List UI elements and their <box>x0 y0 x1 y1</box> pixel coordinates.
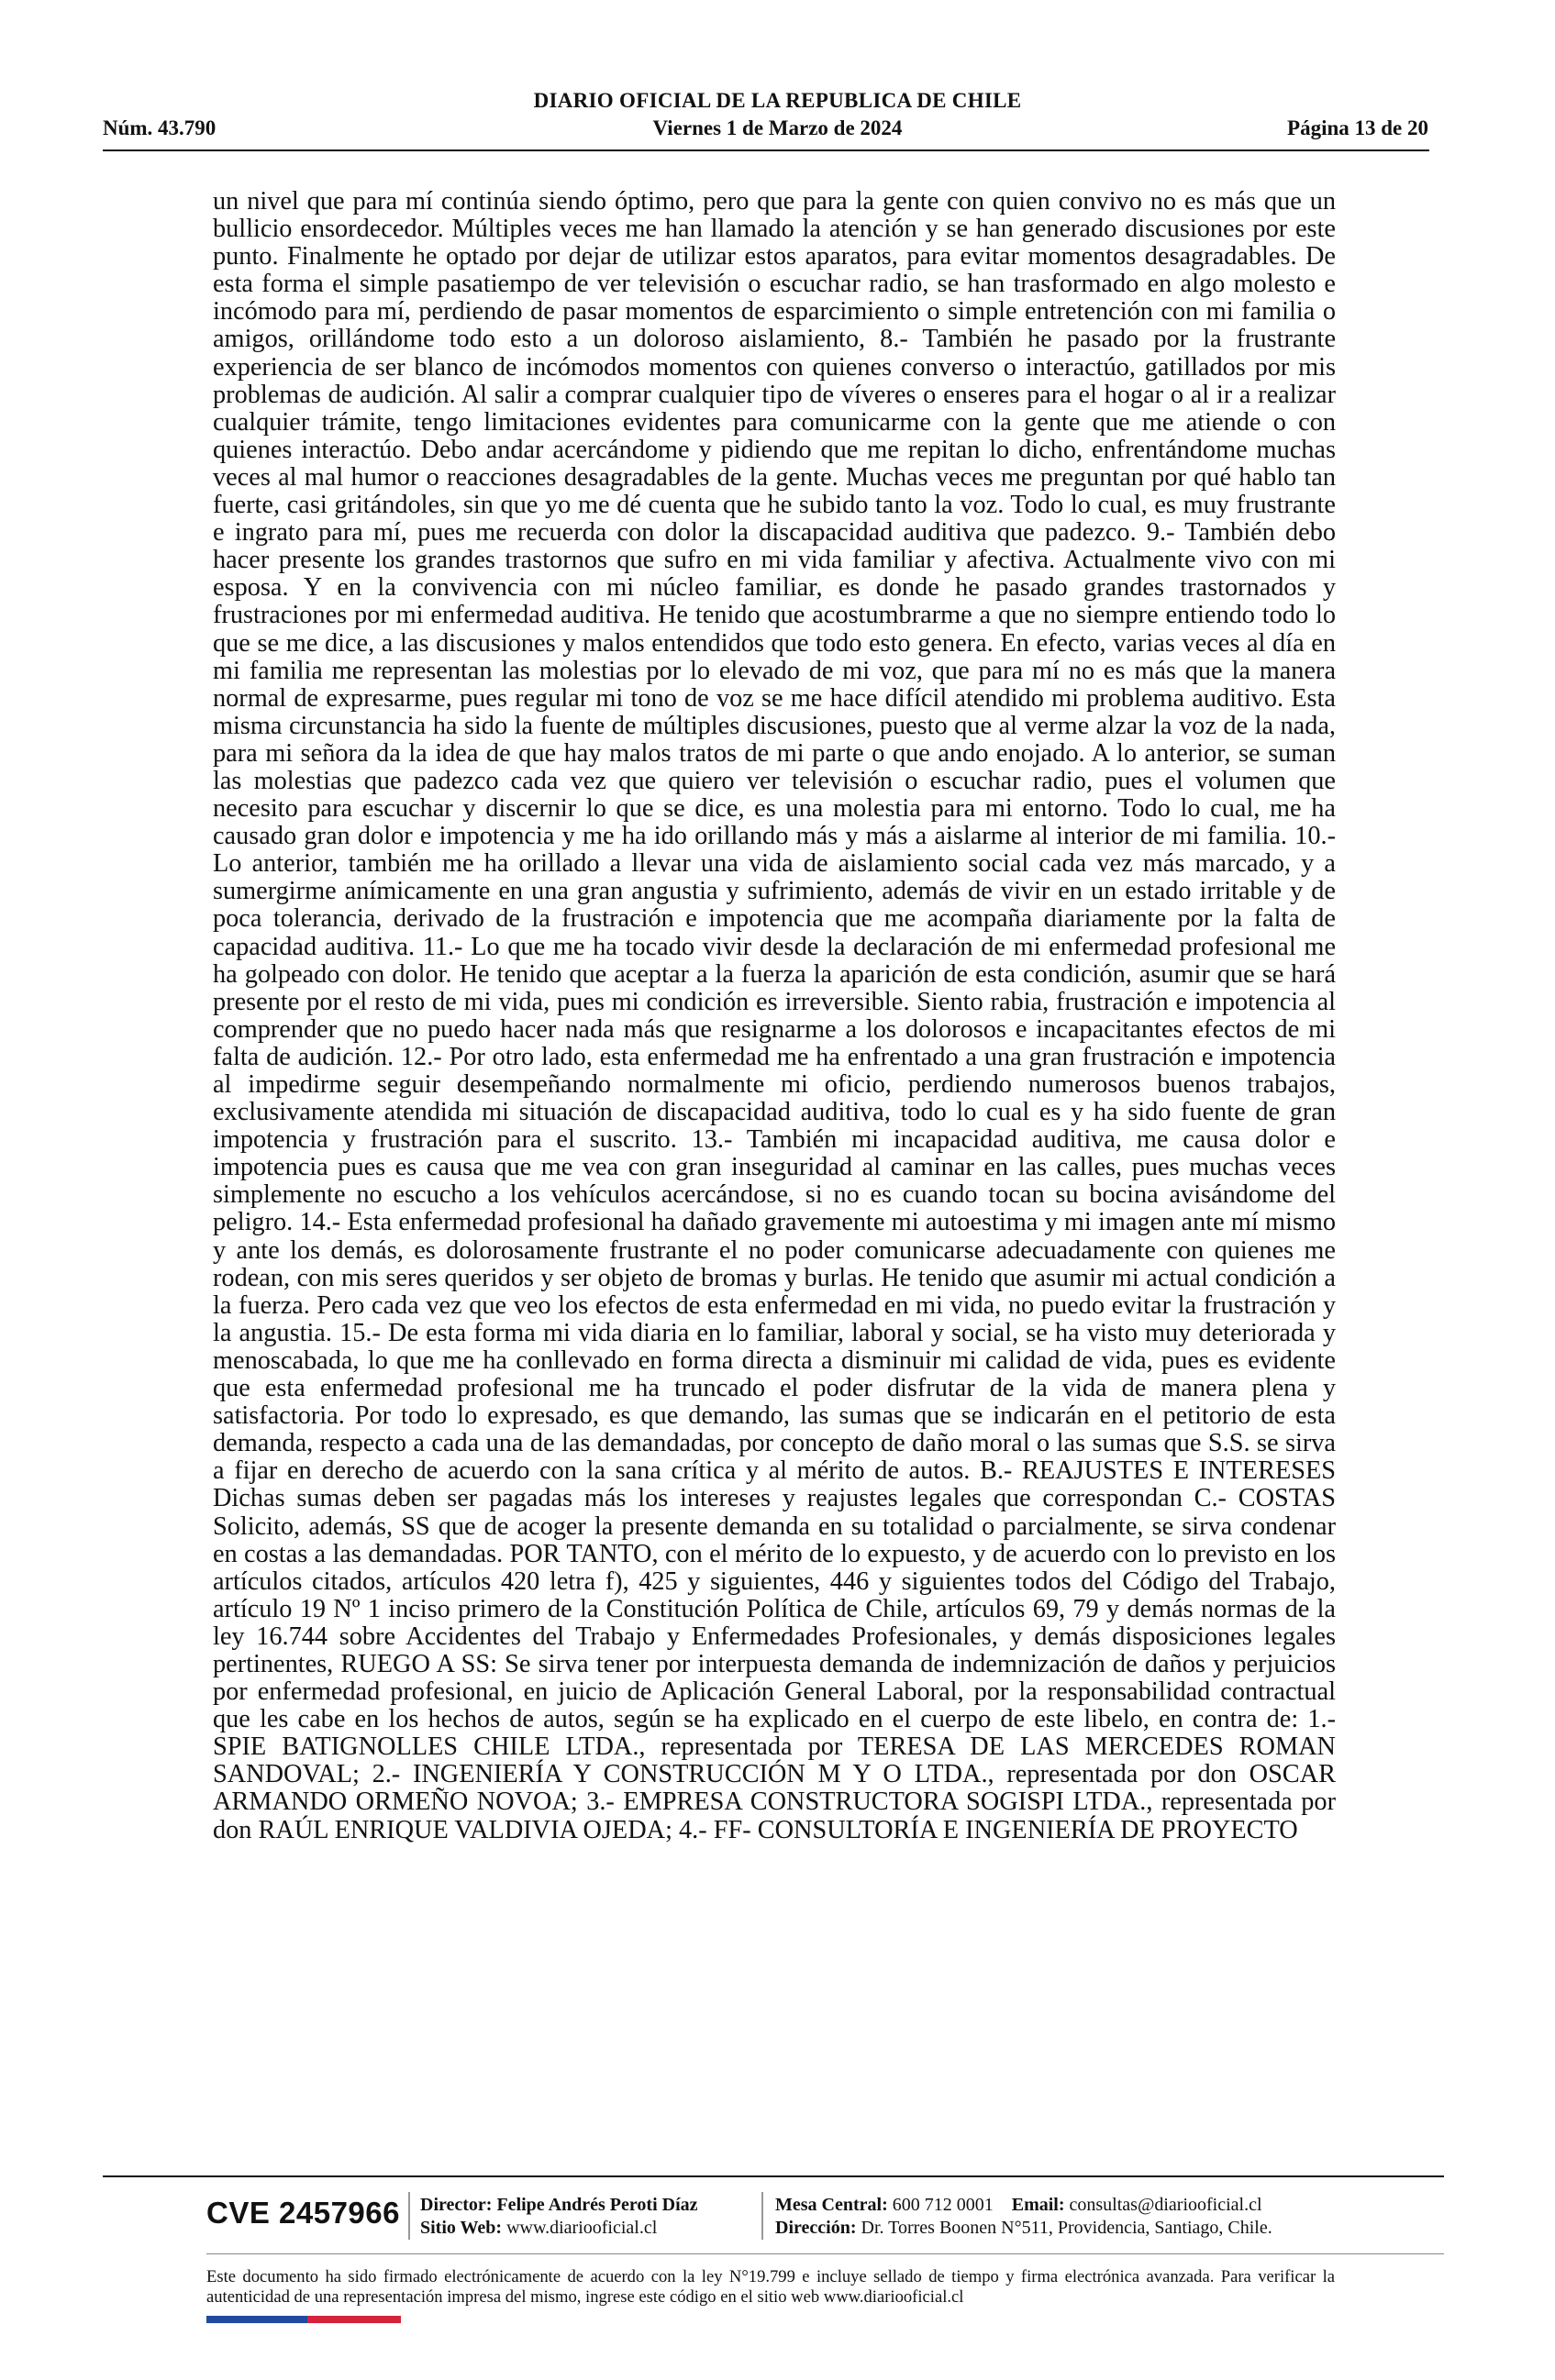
director-name: Felipe Andrés Peroti Díaz <box>496 2195 698 2215</box>
email-label: Email: <box>1011 2195 1065 2215</box>
footer-divider-thin <box>206 2253 1444 2254</box>
mesa-phone: 600 712 0001 <box>892 2195 994 2215</box>
mesa-label: Mesa Central: <box>775 2195 888 2215</box>
page-footer <box>0 2175 1555 2359</box>
flag-blue-segment <box>206 2316 307 2323</box>
cve-code: CVE 2457966 <box>206 2196 400 2230</box>
flag-stripe <box>206 2316 401 2323</box>
address-value: Dr. Torres Boonen N°511, Providencia, Santiago, Chile. <box>861 2218 1272 2238</box>
contact-block <box>775 2194 1272 2240</box>
site-link[interactable]: www.diariooficial.cl <box>506 2218 658 2238</box>
flag-red-segment <box>307 2316 401 2323</box>
header-divider <box>103 149 1429 151</box>
email-link[interactable]: consultas@diariooficial.cl <box>1069 2195 1262 2215</box>
address-label: Dirección: <box>775 2218 857 2238</box>
page-indicator: Página 13 de 20 <box>1287 116 1428 139</box>
page-header <box>0 87 1555 161</box>
publication-date: Viernes 1 de Marzo de 2024 <box>652 116 903 139</box>
publication-title: DIARIO OFICIAL DE LA REPUBLICA DE CHILE <box>533 89 1022 112</box>
director-label: Director: <box>420 2195 493 2215</box>
site-label: Sitio Web: <box>420 2218 503 2238</box>
footer-divider <box>103 2175 1444 2177</box>
document-body <box>213 188 1336 1844</box>
footer-separator <box>761 2192 763 2240</box>
legal-notice: Este documento ha sido firmado electrónicamente de acuerdo con la ley N°19.799 e incluye sellado de tiempo y firma electrónica avanzada. Para verificar la autenticidad de una representación impresa del mismo, ingrese este código en el sitio web www.diariooficial.cl <box>206 2267 1335 2307</box>
director-block <box>420 2194 698 2240</box>
body-paragraph: un nivel que para mí continúa siendo óptimo, pero que para la gente con quien convivo no es más que un bullicio ensordecedor. Múltiples veces me han llamado la atención y se han generado discusiones por este punto. Finalmente he optado por dejar de utilizar estos aparatos, para evitar momentos desagradables. De esta forma el simple pasatiempo de ver televisión o escuchar radio, se han trasformado en algo molesto e incómodo para mí, perdiendo de pasar momentos de esparcimiento o simple entretención con mi familia o amigos, orillándome todo esto a un doloroso aislamiento, 8.- También he pasado por la frustrante experiencia de ser blanco de incómodos momentos con quienes converso o interactúo, gatillados por mis problemas de audición. Al salir a comprar cualquier tipo de víveres o enseres para el hogar o al ir a realizar cualquier trámite, tengo limitaciones evidentes para comunicarme con la gente que me atiende o con quienes interactúo. Debo andar acercándome y pidiendo que me repitan lo dicho, enfrentándome muchas veces al mal humor o reacciones desagradables de la gente. Muchas veces me preguntan por qué hablo tan fuerte, casi gritándoles, sin que yo me dé cuenta que he subido tanto la voz. Todo lo cual, es muy frustrante e ingrato para mí, pues me recuerda con dolor la discapacidad auditiva que padezco. 9.- También debo hacer presente los grandes trastornos que sufro en mi vida familiar y afectiva. Actualmente vivo con mi esposa. Y en la convivencia con mi núcleo familiar, es donde he pasado grandes trastornados y frustraciones por mi enfermedad auditiva. He tenido que acostumbrarme a que no siempre entiendo todo lo que se me dice, a las discusiones y malos entendidos que todo esto genera. En efecto, varias veces al día en mi familia me representan las molestias por lo elevado de mi voz, que para mí no es más que la manera normal de expresarme, pues regular mi tono de voz se me hace difícil atendido mi problema auditivo. Esta misma circunstancia ha sido la fuente de múltiples discusiones, puesto que al verme alzar la voz de la nada, para mi señora da la idea de que hay malos tratos de mi parte o que ando enojado. A lo anterior, se suman las molestias que padezco cada vez que quiero ver televisión o escuchar radio, pues el volumen que necesito para escuchar y discernir lo que se dice, es una molestia para mi entorno. Todo lo cual, me ha causado gran dolor e impotencia y me ha ido orillando más y más a aislarme al interior de mi familia. 10.- Lo anterior, también me ha orillado a llevar una vida de aislamiento social cada vez más marcado, y a sumergirme anímicamente en una gran angustia y sufrimiento, además de vivir en un estado irritable y de poca tolerancia, derivado de la frustración e impotencia que me acompaña diariamente por la falta de capacidad auditiva. 11.- Lo que me ha tocado vivir desde la declaración de mi enfermedad profesional me ha golpeado con dolor. He tenido que aceptar a la fuerza la aparición de esta condición, asumir que se hará presente por el resto de mi vida, pues mi condición es irreversible. Siento rabia, frustración e impotencia al comprender que no puedo hacer nada más que resignarme a los dolorosos e incapacitantes efectos de mi falta de audición. 12.- Por otro lado, esta enfermedad me ha enfrentado a una gran frustración e impotencia al impedirme seguir desempeñando normalmente mi oficio, perdiendo numerosos buenos trabajos, exclusivamente atendida mi situación de discapacidad auditiva, todo lo cual es y ha sido fuente de gran impotencia y frustración para el suscrito. 13.- También mi incapacidad auditiva, me causa dolor e impotencia pues es causa que me vea con gran inseguridad al caminar en las calles, pues muchas veces simplemente no escucho a los vehículos acercándose, si no es cuando tocan su bocina avisándome del peligro. 14.- Esta enfermedad profesional ha dañado gravemente mi autoestima y mi imagen ante mí mismo y ante los demás, es dolorosamente frustrante el no poder comunicarse adecuadamente con quienes me rodean, con mis seres queridos y ser objeto de bromas y burlas. He tenido que asumir mi actual condición a la fuerza. Pero cada vez que veo los efectos de esta enfermedad en mi vida, no puedo evitar la frustración y la angustia. 15.- De esta forma mi vida diaria en lo familiar, laboral y social, se ha visto muy deteriorada y menoscabada, lo que me ha conllevado en forma directa a disminuir mi calidad de vida, pues es evidente que esta enfermedad profesional me ha truncado el poder disfrutar de la vida de manera plena y satisfactoria. Por todo lo expresado, es que demando, las sumas que se indicarán en el petitorio de esta demanda, respecto a cada una de las demandadas, por concepto de daño moral o las sumas que S.S. se sirva a fijar en derecho de acuerdo con la sana crítica y al mérito de autos. B.- REAJUSTES E INTERESES Dichas sumas deben ser pagadas más los intereses y reajustes legales que correspondan C.- COSTAS Solicito, además, SS que de acoger la presente demanda en su totalidad o parcialmente, se sirva condenar en costas a las demandadas. POR TANTO, con el mérito de lo expuesto, y de acuerdo con lo previsto en los artículos citados, artículos 420 letra f), 425 y siguientes, 446 y siguientes todos del Código del Trabajo, artículo 19 Nº 1 inciso primero de la Constitución Política de Chile, artículos 69, 79 y demás normas de la ley 16.744 sobre Accidentes del Trabajo y Enfermedades Profesionales, y demás disposiciones legales pertinentes, RUEGO A SS: Se sirva tener por interpuesta demanda de indemnización de daños y perjuicios por enfermedad profesional, en juicio de Aplicación General Laboral, por la responsabilidad contractual que les cabe en los hechos de autos, según se ha explicado en el cuerpo de este libelo, en contra de: 1.- SPIE BATIGNOLLES CHILE LTDA., representada por TERESA DE LAS MERCEDES ROMAN SANDOVAL; 2.- INGENIERÍA Y CONSTRUCCIÓN M Y O LTDA., representada por don OSCAR ARMANDO ORMEÑO NOVOA; 3.- EMPRESA CONSTRUCTORA SOGISPI LTDA., representada por don RAÚL ENRIQUE VALDIVIA OJEDA; 4.- FF- CONSULTORÍA E INGENIERÍA DE PROYECTO <box>213 187 1336 1844</box>
footer-separator <box>408 2192 410 2240</box>
issue-number: Núm. 43.790 <box>103 116 217 139</box>
